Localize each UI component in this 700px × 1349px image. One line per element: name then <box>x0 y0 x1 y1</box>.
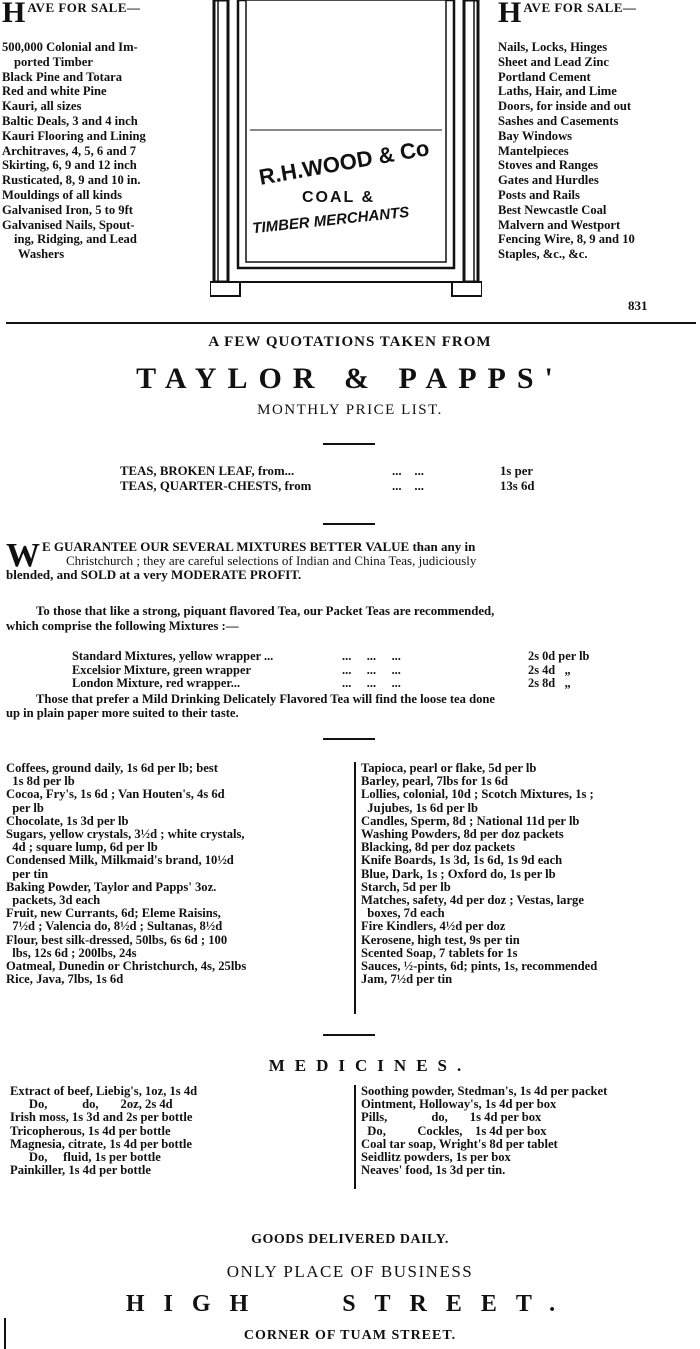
list-item: Sheet and Lead Zinc <box>498 54 609 69</box>
list-item: per tin <box>6 866 49 881</box>
price-row-price: 1s per <box>500 464 534 478</box>
list-item: Fire Kindlers, 4½d per doz <box>361 919 506 934</box>
list-item: Jujubes, 1s 6d per lb <box>361 800 478 815</box>
list-item: Flour, best silk-dressed, 50lbs, 6s 6d ; 100 <box>6 932 228 947</box>
guarantee-paragraph <box>6 537 696 582</box>
price-row-price: 13s 6d <box>500 479 535 493</box>
list-item: Do, fluid, 1s per bottle <box>10 1150 161 1165</box>
guarantee-initial: W <box>6 537 40 574</box>
price-row-name: Excelsior Mixture, green wrapper <box>72 662 251 677</box>
price-row <box>72 650 672 664</box>
list-item: Laths, Hair, and Lime <box>498 84 617 99</box>
list-item: Coal tar soap, Wright's 8d per tablet <box>361 1136 558 1151</box>
price-row <box>72 664 672 678</box>
packet-line2: which comprise the following Mixtures :— <box>6 619 239 633</box>
list-item: Washers <box>18 247 65 262</box>
list-item: Painkiller, 1s 4d per bottle <box>10 1163 151 1178</box>
list-item: Skirting, 6, 9 and 12 inch <box>2 158 137 173</box>
list-item: Washing Powders, 8d per doz packets <box>361 827 564 842</box>
list-item: Red and white Pine <box>2 84 107 99</box>
divider-top <box>6 322 696 324</box>
list-item: Do, Cockles, 1s 4d per box <box>361 1123 547 1138</box>
firm-name: TAYLOR & PAPPS' <box>136 362 564 395</box>
heading-text: AVE FOR SALE— <box>523 0 637 15</box>
price-row-price: 2s 8d „ <box>528 676 571 690</box>
list-item: Fencing Wire, 8, 9 and 10 <box>498 232 635 247</box>
price-row-dots: ... ... ... <box>342 649 401 663</box>
ad-left-list <box>2 40 207 262</box>
list-item: Portland Cement <box>498 69 591 84</box>
list-item: Posts and Rails <box>498 187 580 202</box>
list-item: Extract of beef, Liebig's, 1oz, 1s 4d <box>10 1084 198 1098</box>
list-item: Baking Powder, Taylor and Papps' 3oz. <box>6 879 217 894</box>
list-item: Do, do, 2oz, 2s 4d <box>10 1097 173 1112</box>
ad-right <box>498 0 700 262</box>
list-item: 4d ; square lump, 6d per lb <box>6 840 158 855</box>
left-margin-rule <box>4 1318 6 1349</box>
groceries-left-column <box>6 762 351 986</box>
loose-line1: Those that prefer a Mild Drinking Delicately Flavored Tea will find the loose tea done <box>36 692 495 706</box>
ad-center-line2: COAL & <box>302 189 376 206</box>
ad-number: 831 <box>628 298 648 313</box>
list-item: lbs, 12s 6d ; 200lbs, 24s <box>6 945 137 960</box>
list-item: Kauri, all sizes <box>2 99 82 114</box>
list-item: Stoves and Ranges <box>498 158 599 173</box>
list-item: Scented Soap, 7 tablets for 1s <box>361 945 518 960</box>
list-item: Fruit, new Currants, 6d; Eleme Raisins, <box>6 906 221 921</box>
groceries-right-column <box>361 762 699 986</box>
heading-initial: H <box>498 0 522 29</box>
list-item: Galvanised Iron, 5 to 9ft <box>2 202 133 217</box>
price-row-price: 2s 4d „ <box>528 662 571 677</box>
price-row-dots: ... ... <box>392 479 424 493</box>
teas-list <box>120 464 600 494</box>
medicines-right-column <box>361 1085 699 1177</box>
short-rule <box>323 738 375 740</box>
list-item: Architraves, 4, 5, 6 and 7 <box>2 143 137 158</box>
list-item: Chocolate, 1s 3d per lb <box>6 813 129 828</box>
list-item: Barley, pearl, 7lbs for 1s 6d <box>361 774 509 789</box>
list-item: Rusticated, 8, 9 and 10 in. <box>2 173 141 188</box>
footer-only-place: ONLY PLACE OF BUSINESS <box>226 1262 474 1281</box>
list-item: Baltic Deals, 3 and 4 inch <box>2 113 138 128</box>
heading-text: AVE FOR SALE— <box>27 0 141 15</box>
price-row <box>120 479 600 494</box>
list-item: Bay Windows <box>498 128 573 143</box>
list-item: Best Newcastle Coal <box>498 202 607 217</box>
heading-initial: H <box>2 0 26 29</box>
short-rule <box>323 523 375 525</box>
list-item: Jam, 7½d per tin <box>361 972 453 987</box>
list-item: Condensed Milk, Milkmaid's brand, 10½d <box>6 853 234 868</box>
list-item: Seidlitz powders, 1s per box <box>361 1150 511 1165</box>
list-item: 1s 8d per lb <box>6 774 75 789</box>
price-row-price: 2s 0d per lb <box>528 649 590 663</box>
ad-right-list <box>498 40 700 262</box>
list-item: Magnesia, citrate, 1s 4d per bottle <box>10 1136 192 1151</box>
list-item: Doors, for inside and out <box>498 99 632 114</box>
list-item: boxes, 7d each <box>361 906 445 921</box>
list-item: Ointment, Holloway's, 1s 4d per box <box>361 1097 557 1112</box>
list-item: Soothing powder, Stedman's, 1s 4d per packet <box>361 1084 608 1098</box>
short-rule <box>323 1034 375 1036</box>
medicines-left-column <box>10 1085 350 1177</box>
footer-delivery: GOODS DELIVERED DAILY. <box>251 1232 449 1247</box>
footer-corner: CORNER OF TUAM STREET. <box>243 1328 457 1343</box>
list-item: Sugars, yellow crystals, 3½d ; white crystals, <box>6 827 245 842</box>
loose-line2: up in plain paper more suited to their taste. <box>6 706 239 720</box>
list-item: Malvern and Westport <box>498 217 621 232</box>
column-divider <box>354 1085 356 1189</box>
list-item: Sauces, ½-pints, 6d; pints, 1s, recommended <box>361 959 598 974</box>
list-item: 7½d ; Valencia do, 8½d ; Sultanas, 8½d <box>6 919 223 934</box>
price-row <box>72 677 672 691</box>
list-item: Nails, Locks, Hinges <box>498 40 608 54</box>
mixtures-list <box>72 650 672 691</box>
list-item: Lollies, colonial, 10d ; Scotch Mixtures, 1s ; <box>361 787 594 802</box>
list-item: Blacking, 8d per doz packets <box>361 840 516 855</box>
price-row-dots: ... ... ... <box>342 676 401 690</box>
list-item: Starch, 5d per lb <box>361 879 451 894</box>
list-item: ported Timber <box>14 54 93 69</box>
list-item: packets, 3d each <box>6 893 101 908</box>
list-item: 500,000 Colonial and Im- <box>2 40 138 54</box>
short-rule <box>323 443 375 445</box>
list-item: Mouldings of all kinds <box>2 187 123 202</box>
price-row <box>120 464 600 479</box>
list-item: ing, Ridging, and Lead <box>14 232 137 247</box>
packet-line1: To those that like a strong, piquant flavored Tea, our Packet Teas are recommended, <box>36 604 495 618</box>
ad-center-illustration <box>210 0 482 300</box>
price-row-dots: ... ... <box>392 464 424 478</box>
price-row-dots: ... ... ... <box>342 662 401 677</box>
price-row-item: TEAS, BROKEN LEAF, from... <box>120 464 295 478</box>
list-item: Pills, do, 1s 4d per box <box>361 1110 542 1125</box>
list-item: Kauri Flooring and Lining <box>2 128 146 143</box>
packet-paragraph <box>6 604 696 634</box>
price-row-name: London Mixture, red wrapper... <box>72 676 241 690</box>
list-item: Oatmeal, Dunedin or Christchurch, 4s, 25lbs <box>6 959 247 974</box>
list-item: Candles, Sperm, 8d ; National 11d per lb <box>361 813 580 828</box>
column-divider <box>354 762 356 1014</box>
list-item: Kerosene, high test, 9s per tin <box>361 932 520 947</box>
footer-street: HIGH STREET. <box>125 1291 575 1317</box>
list-item: Cocoa, Fry's, 1s 6d ; Van Houten's, 4s 6d <box>6 787 225 802</box>
list-item: Galvanised Nails, Spout- <box>2 217 135 232</box>
medicines-title: MEDICINES. <box>268 1056 472 1075</box>
list-item: Black Pine and Totara <box>2 69 123 84</box>
list-item: Blue, Dark, 1s ; Oxford do, 1s per lb <box>361 866 556 881</box>
guarantee-line2: Christchurch ; they are careful selections of Indian and China Teas, judiciously <box>66 553 477 568</box>
price-list-subtitle: MONTHLY PRICE LIST. <box>257 402 443 418</box>
list-item: Rice, Java, 7lbs, 1s 6d <box>6 972 124 987</box>
list-item: per lb <box>6 800 44 815</box>
ad-left-heading <box>2 0 207 40</box>
ad-left <box>2 0 207 262</box>
ad-center-line3: TIMBER MERCHANTS <box>251 203 410 238</box>
loose-paragraph <box>6 692 696 720</box>
price-row-item: TEAS, QUARTER-CHESTS, from <box>120 479 312 493</box>
list-item: Neaves' food, 1s 3d per tin. <box>361 1163 506 1178</box>
list-item: Tapioca, pearl or flake, 5d per lb <box>361 761 537 775</box>
guarantee-line3: blended, and SOLD at a very MODERATE PROFIT. <box>6 567 302 582</box>
list-item: Mantelpieces <box>498 143 569 158</box>
intro-line: A FEW QUOTATIONS TAKEN FROM <box>208 334 492 350</box>
list-item: Knife Boards, 1s 3d, 1s 6d, 1s 9d each <box>361 853 563 868</box>
list-item: Coffees, ground daily, 1s 6d per lb; best <box>6 761 218 775</box>
list-item: Matches, safety, 4d per doz ; Vestas, large <box>361 893 584 908</box>
ad-right-heading <box>498 0 700 40</box>
list-item: Tricopherous, 1s 4d per bottle <box>10 1123 171 1138</box>
list-item: Gates and Hurdles <box>498 173 599 188</box>
list-item: Irish moss, 1s 3d and 2s per bottle <box>10 1110 193 1125</box>
ad-center-line1: R.H.WOOD & Co <box>257 135 432 190</box>
price-row-name: Standard Mixtures, yellow wrapper ... <box>72 649 274 663</box>
guarantee-line1: E GUARANTEE OUR SEVERAL MIXTURES BETTER VALUE than any in <box>42 539 476 554</box>
list-item: Staples, &c., &c. <box>498 247 588 262</box>
list-item: Sashes and Casements <box>498 113 619 128</box>
